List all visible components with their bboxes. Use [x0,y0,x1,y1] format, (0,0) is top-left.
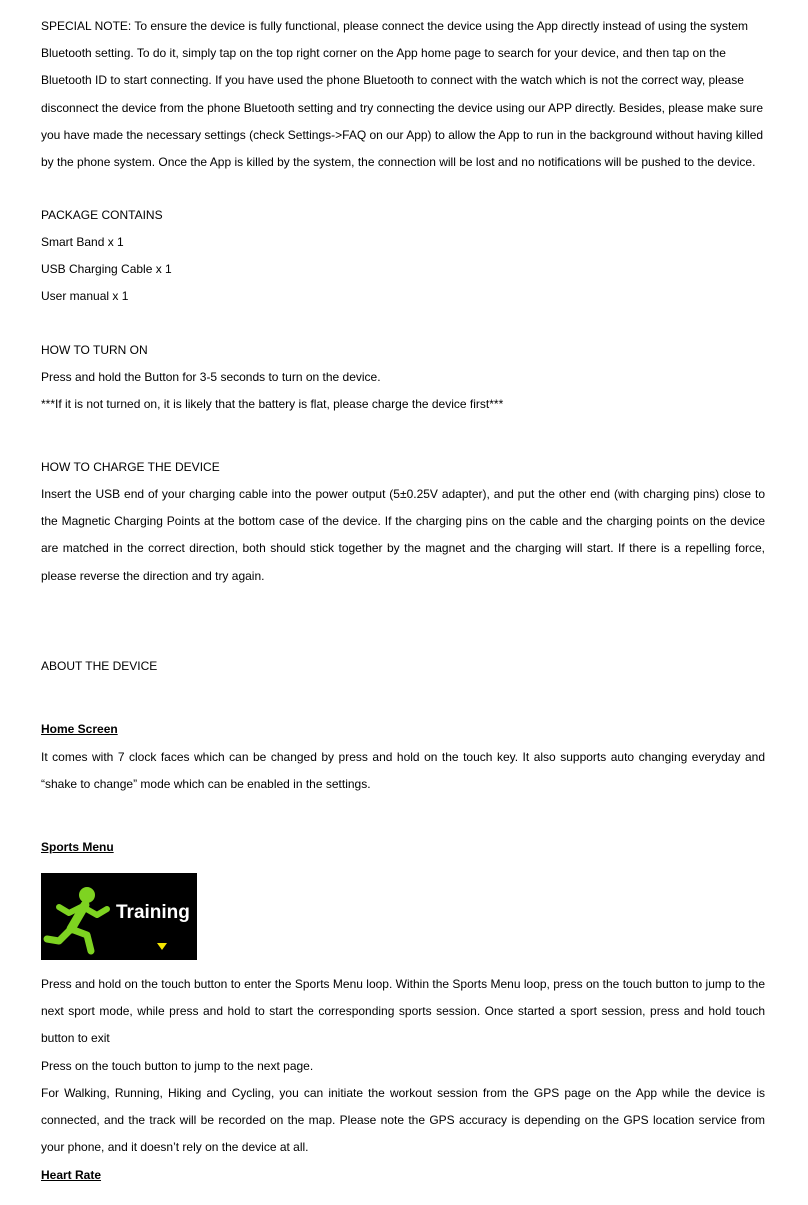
sports-menu-text: Press on the touch button to jump to the next page. [41,1058,314,1073]
turn-on-heading: HOW TO TURN ON [41,343,148,357]
package-item: USB Charging Cable x 1 [41,262,172,276]
training-label: Training [116,902,190,923]
turn-on-line: Press and hold the Button for 3-5 seconds to turn on the device. [41,370,381,384]
charge-section [41,481,765,590]
sports-menu-section [41,971,765,1161]
package-item: User manual x 1 [41,289,129,303]
home-screen-heading-block [41,716,765,743]
sports-menu-heading: Sports Menu [41,840,114,854]
home-screen-text: It comes with 7 clock faces which can be changed by press and hold on the touch key. It also supports auto changing everyday and “shake to change” mode which can be enabled in the settings. [41,750,765,792]
charge-text: Insert the USB end of your charging cable into the power output (5±0.25V adapter), and put the other end (with charging pins) close to the Magnetic Charging Points at the bottom case of the device. If the charging pins on the cable and the charging points on the device are matched in the correct direction, both should stick together by the magnet and the charging will start. If there is a repelling force, please reverse the direction and try again. [41,487,765,583]
charge-heading: HOW TO CHARGE THE DEVICE [41,460,220,474]
package-section [41,202,765,310]
sports-menu-heading-block [41,834,765,861]
turn-on-section [41,337,765,418]
special-note-text: SPECIAL NOTE: To ensure the device is fully functional, please connect the device using the App directly instead of using the system Bluetooth setting. To do it, simply tap on the top right corner on the App home page to search for your device, and then tap on the Bluetooth ID to start connecting. If you have used the phone Bluetooth to connect with the watch which is not the correct way, please disconnect the device from the phone Bluetooth setting and try connecting the device using our APP directly. Besides, please make sure you have made the necessary settings (check Settings->FAQ on our App) to allow the App to run in the background without having killed by the phone system. Once the App is killed by the system, the connection will be lost and no notifications will be pushed to the device. [41,19,764,170]
package-item: Smart Band x 1 [41,235,124,249]
heart-rate-heading: Heart Rate [41,1168,102,1182]
sports-menu-text: Press and hold on the touch button to enter the Sports Menu loop. Within the Sports Menu loop, press on the touch button to jump to the next sport mode, while press and hold to start the corresponding sports session. Once started a sport session, press and hold touch button to exit [41,977,765,1046]
charge-heading-block [41,454,765,481]
home-screen-heading: Home Screen [41,722,118,736]
training-screen-graphic [41,873,197,960]
home-screen-section [41,744,765,798]
package-heading: PACKAGE CONTAINS [41,208,163,222]
training-screen-image [41,873,197,960]
heart-rate-section [41,1162,765,1189]
special-note [41,13,765,176]
about-heading: ABOUT THE DEVICE [41,659,158,673]
about-section [41,653,765,680]
sports-menu-text: For Walking, Running, Hiking and Cycling, you can initiate the workout session from the GPS page on the App while the device is connected, and the track will be recorded on the map. Please note the GPS accuracy is depending on the GPS location service from your phone, and it doesn’t rely on the device at all. [41,1085,765,1155]
turn-on-note: ***If it is not turned on, it is likely that the battery is flat, please charge the device first*** [41,397,504,411]
